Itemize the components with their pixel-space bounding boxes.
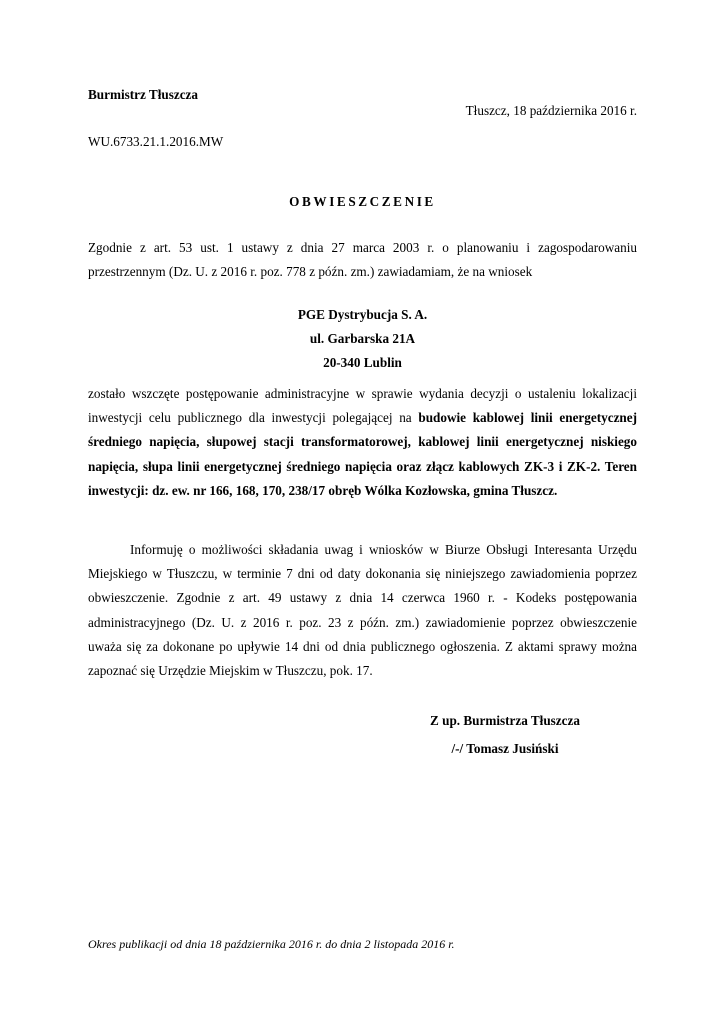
- reference-number: WU.6733.21.1.2016.MW: [88, 134, 224, 149]
- applicant-street: ul. Garbarska 21A: [309, 331, 416, 346]
- issuer: Burmistrz Tłuszcza: [88, 87, 199, 102]
- notice-line: uważa się za dokonane po upływie 14 dni od dnia publicznego ogłoszenia. Z aktami sprawy można: [88, 638, 637, 654]
- intro-line: Zgodnie z art. 53 ust. 1 ustawy z dnia 27 marca 2003 r. o planowaniu i zagospodarowaniu: [88, 240, 637, 255]
- signature-name: /-/ Tomasz Jusiński: [451, 741, 559, 756]
- proceedings-line: średniego napięcia, słupowej stacji transformatorowej, kablowej linii energetycznej niskiego: [88, 434, 637, 450]
- place-date: Tłuszcz, 18 października 2016 r.: [465, 103, 637, 118]
- signature-authority: Z up. Burmistrza Tłuszcza: [430, 713, 580, 728]
- notice-paragraph: [88, 538, 637, 683]
- notice-line: Miejskiego w Tłuszczu, w terminie 7 dni od daty dokonania się niniejszego zawiadomienia poprzez: [88, 566, 637, 582]
- proceedings-line: [88, 406, 637, 430]
- proceedings-paragraph: [88, 382, 637, 503]
- notice-line: administracyjnego (Dz. U. z 2016 r. poz. 23 z późn. zm.) zawiadomienie poprzez obwieszczenie: [88, 614, 637, 630]
- applicant-block: [0, 303, 725, 375]
- notice-line: zapoznać się Urzędzie Miejskim w Tłuszczu, pok. 17.: [88, 663, 373, 679]
- applicant-city: 20-340 Lublin: [323, 355, 402, 370]
- signature-block: [405, 707, 605, 763]
- document-title: OBWIESZCZENIE: [289, 194, 436, 209]
- intro-paragraph: [88, 236, 637, 284]
- applicant-name: PGE Dystrybucja S. A.: [297, 307, 428, 322]
- proceedings-line-normal: inwestycji celu publicznego dla inwestycji polegającej na: [88, 410, 419, 426]
- publication-period: Okres publikacji od dnia 18 października 2016 r. do dnia 2 listopada 2016 r.: [88, 937, 455, 951]
- intro-line: przestrzennym (Dz. U. z 2016 r. poz. 778 z późn. zm.) zawiadamiam, że na wniosek: [88, 264, 533, 280]
- notice-line: Informuję o możliwości składania uwag i wniosków w Biurze Obsługi Interesanta Urzędu: [130, 542, 637, 557]
- proceedings-line: inwestycji: dz. ew. nr 166, 168, 170, 238/17 obręb Wólka Kozłowska, gmina Tłuszcz.: [88, 482, 558, 498]
- investment-description: budowie kablowej linii energetycznej: [418, 410, 638, 426]
- proceedings-line: napięcia, słupa linii energetycznej średniego napięcia oraz złącz kablowych ZK-3 i ZK-2. Teren: [88, 458, 637, 474]
- proceedings-line: zostało wszczęte postępowanie administracyjne w sprawie wydania decyzji o ustaleniu lokalizacji: [88, 386, 637, 401]
- notice-line: obwieszczenie. Zgodnie z art. 49 ustawy z dnia 14 czerwca 1960 r. - Kodeks postępowania: [88, 590, 637, 606]
